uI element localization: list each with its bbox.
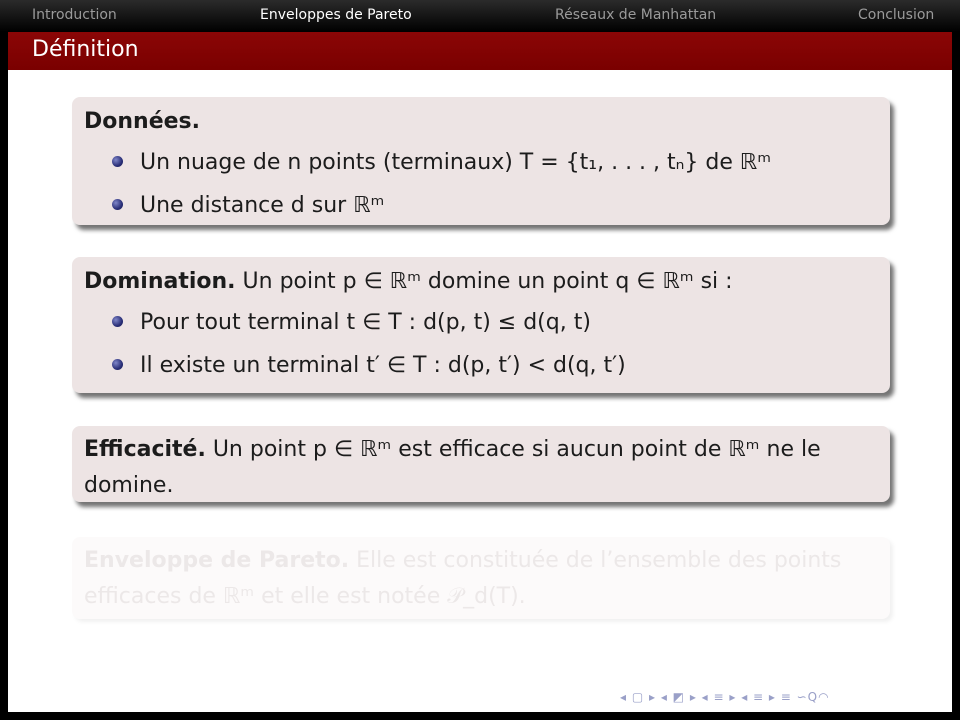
bullet-icon bbox=[112, 156, 123, 167]
nav-section-introduction[interactable]: Introduction bbox=[32, 7, 117, 23]
slide-content bbox=[8, 70, 952, 712]
list-item-text: Pour tout terminal t ∈ T : d(p, t) ≤ d(q, t) bbox=[140, 310, 591, 335]
frame-title-bar bbox=[8, 32, 952, 70]
block-donnees bbox=[72, 97, 890, 225]
block-text: Un point p ∈ ℝᵐ est efficace si aucun point de ℝᵐ ne le domine. bbox=[84, 437, 821, 498]
block-heading: Données. bbox=[84, 109, 200, 134]
bullet-icon bbox=[112, 359, 123, 370]
list-item bbox=[84, 344, 878, 387]
list-item bbox=[84, 184, 878, 227]
block-heading: Efficacité. bbox=[84, 437, 206, 462]
block-heading: Domination. bbox=[84, 269, 236, 294]
block-text: Elle est constituée de l’ensemble des points efficaces de ℝᵐ et elle est notée 𝒫_d(T). bbox=[84, 548, 842, 609]
list-item bbox=[84, 141, 878, 184]
frame-title: Définition bbox=[32, 37, 139, 62]
bullet-icon bbox=[112, 316, 123, 327]
nav-section-conclusion[interactable]: Conclusion bbox=[858, 7, 935, 23]
list-item-text: Un nuage de n points (terminaux) T = {t₁, . . . , tₙ} de ℝᵐ bbox=[140, 150, 772, 175]
bullet-icon bbox=[112, 199, 123, 210]
nav-section-reseaux-de-manhattan[interactable]: Réseaux de Manhattan bbox=[555, 7, 717, 23]
block-enveloppe-de-pareto bbox=[72, 537, 890, 619]
list-item bbox=[84, 301, 878, 344]
block-text: Un point p ∈ ℝᵐ domine un point q ∈ ℝᵐ si : bbox=[235, 269, 733, 294]
block-heading: Enveloppe de Pareto. bbox=[84, 548, 350, 573]
section-navigation-bar bbox=[0, 0, 960, 32]
block-domination bbox=[72, 257, 890, 393]
nav-section-enveloppes-de-pareto[interactable]: Enveloppes de Pareto bbox=[260, 7, 412, 23]
block-efficacite bbox=[72, 426, 890, 502]
beamer-navigation-symbols[interactable]: ◂ ▢ ▸ ◂ ◩ ▸ ◂ ≡ ▸ ◂ ≡ ▸ ≡ ∽Q◠ bbox=[620, 690, 830, 704]
list-item-text: Une distance d sur ℝᵐ bbox=[140, 193, 385, 218]
list-item-text: Il existe un terminal t′ ∈ T : d(p, t′) < d(q, t′) bbox=[140, 353, 626, 378]
